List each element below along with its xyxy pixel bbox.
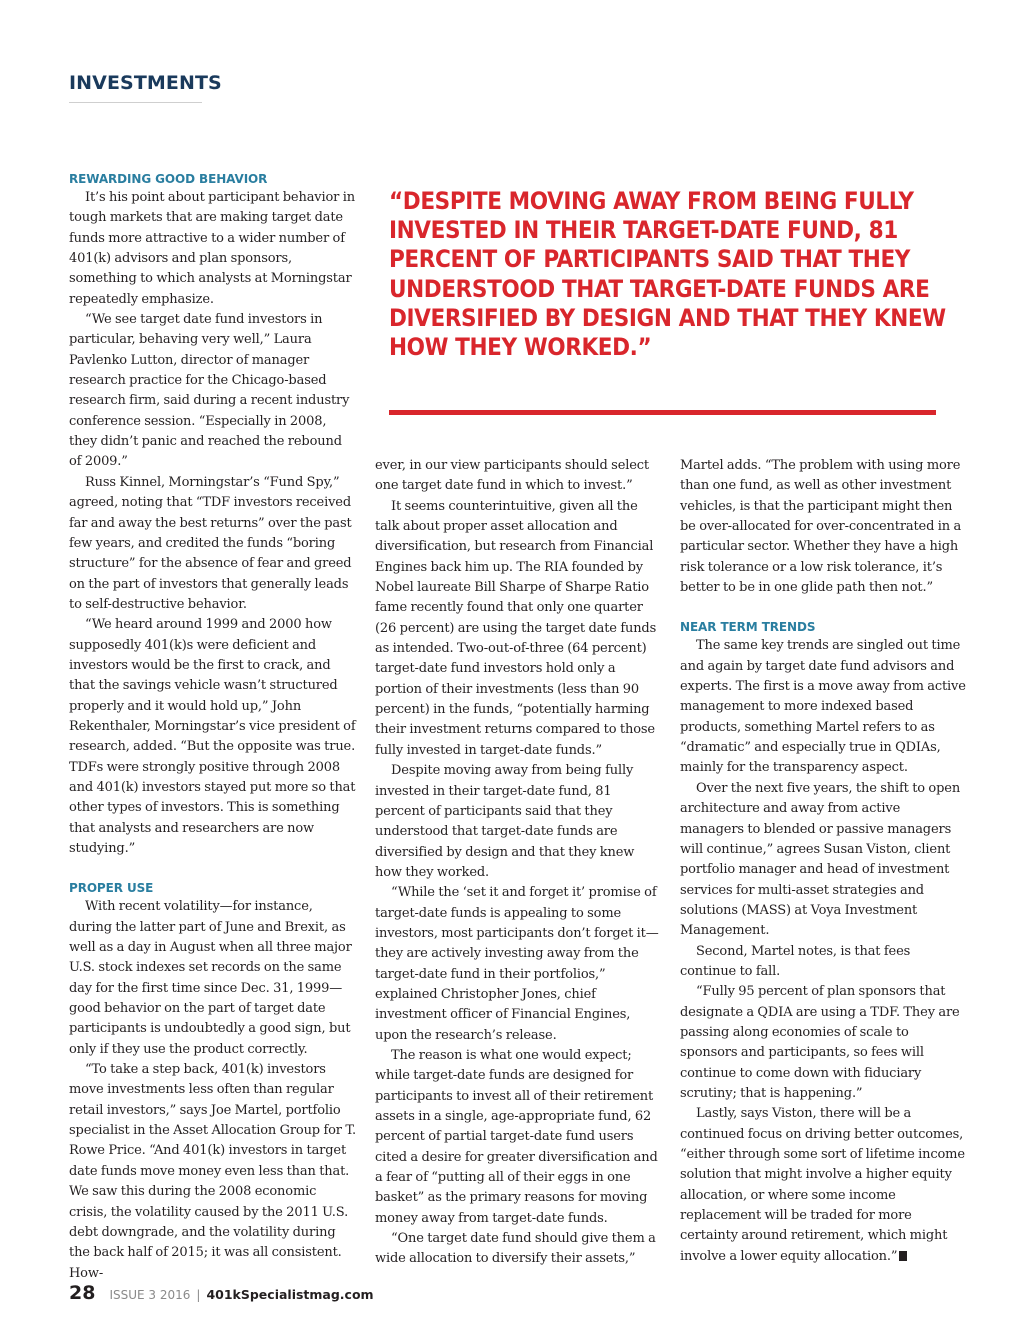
paragraph: Over the next five years, the shift to open architecture and away from active managers to blended or passive managers will continue,” agrees Susan Viston, client portfolio manager and head of investment services for multi-asset strategies and solutions (MASS) at Voya Investment Management. xyxy=(680,780,961,939)
paragraph-text: Lastly, says Viston, there will be a continued focus on driving better outcomes, “either through some sort of lifetime income solution that might involve a higher equity allocation, or where some income replacement will be traded for more certainty around retirement, which might involve a lower equity allocation.” xyxy=(680,1106,965,1264)
page-number: 28 xyxy=(69,1282,96,1304)
issue-label: ISSUE 3 2016 xyxy=(109,1288,191,1302)
footer-separator: | xyxy=(196,1288,201,1302)
paragraph: “While the ‘set it and forget it’ promise of target-date funds is appealing to some investors, most participants don’t forget it—they are actively investing away from the target-date fund in their portfolios,” explained Christopher Jones, chief investment officer of Financial Engines, upon the research’s release. xyxy=(375,885,659,1043)
pull-quote-rule xyxy=(389,410,936,415)
end-of-article-mark: K xyxy=(899,1251,907,1261)
subhead-rewarding-good-behavior: REWARDING GOOD BEHAVIOR xyxy=(69,172,268,186)
subhead-near-term-trends: NEAR TERM TRENDS xyxy=(680,620,816,635)
paragraph: “We see target date fund investors in particular, behaving very well,” Laura Pavlenko Lutton, director of manager research practice for the Chicago-based research firm, said during a recent industry conference session. “Especially in 2008, they didn’t panic and reached the rebound of 2009.” xyxy=(69,312,350,470)
paragraph: It’s his point about participant behavior in tough markets that are making target date funds more attractive to a wider number of 401(k) advisors and plan sponsors, something to which analysts at Morningstar repeatedly emphasize. xyxy=(69,190,355,307)
section-heading-rule xyxy=(69,102,202,103)
section-heading: INVESTMENTS xyxy=(69,72,222,94)
website-link[interactable]: 401kSpecialistmag.com xyxy=(206,1287,374,1302)
article-column-1 xyxy=(69,170,356,1284)
paragraph: “One target date fund should give them a wide allocation to diversify their assets,” xyxy=(375,1231,656,1267)
paragraph: “To take a step back, 401(k) investors move investments less often than regular retail investors,” says Joe Martel, portfolio specialist in the Asset Allocation Group for T. Rowe Price. “And 401(k) investors in target date funds move money even less than that. We saw this during the 2008 economic crisis, the volatility caused by the 2011 U.S. debt downgrade, and the volatility during the back half of 2015; it was all consistent. How- xyxy=(69,1062,356,1281)
article-column-3 xyxy=(680,456,967,1267)
paragraph: ever, in our view participants should select one target date fund in which to invest.” xyxy=(375,458,650,494)
subhead-proper-use: PROPER USE xyxy=(69,881,154,896)
paragraph: “Fully 95 percent of plan sponsors that designate a QDIA are using a TDF. They are passing along economies of scale to sponsors and participants, so fees will continue to come down with fiduciary scrutiny; that is happening.” xyxy=(680,984,960,1101)
page-footer xyxy=(69,1282,374,1308)
paragraph: “We heard around 1999 and 2000 how supposedly 401(k)s were deficient and investors would be the first to crack, and that the savings vehicle wasn’t structured properly and it would hold up,” John Rekenthaler, Morningstar’s vice president of research, added. “But the opposite was true. TDFs were strongly positive through 2008 and 401(k) investors stayed put more so that other types of investors. This is something that analysts and researchers are now studying.” xyxy=(69,617,356,856)
paragraph: With recent volatility—for instance, during the latter part of June and Brexit, as well as a day in August when all three major U.S. stock indexes set records on the same day for the first time since Dec. 31, 1999—good behavior on the part of target date participants is undoubtedly a good sign, but only if they use the product correctly. xyxy=(69,899,352,1057)
paragraph xyxy=(680,1104,967,1267)
paragraph: It seems counterintuitive, given all the talk about proper asset allocation and diversification, but research from Financial Engines back him up. The RIA founded by Nobel laureate Bill Sharpe of Sharpe Ratio fame recently found that only one quarter (26 percent) are using the target date funds as intended. Two-out-of-three (64 percent) target-date fund investors hold only a portion of their investments (less than 90 percent) in the funds, “potentially harming their investment returns compared to those fully invested in target-date funds.” xyxy=(375,498,657,758)
article-column-2 xyxy=(375,456,662,1270)
paragraph: The same key trends are singled out time and again by target date fund advisors and experts. The first is a move away from active management to more indexed based products, something Martel refers to as “dramatic” and especially true in QDIAs, mainly for the transparency aspect. xyxy=(680,638,966,776)
paragraph: Russ Kinnel, Morningstar’s “Fund Spy,” agreed, noting that “TDF investors received far and away the best returns” over the past few years, and credited the funds “boring structure” for the absence of fear and greed on the part of investors that generally leads to self-destructive behavior. xyxy=(69,474,352,612)
paragraph: Despite moving away from being fully invested in their target-date fund, 81 percent of participants said that they understood that target-date funds are diversified by design and that they knew how they worked. xyxy=(375,763,635,880)
paragraph: The reason is what one would expect; while target-date funds are designed for participants to invest all of their retirement assets in a single, age-appropriate fund, 62 percent of partial target-date fund users cited a desire for greater diversification and a fear of “putting all of their eggs in one basket” as the primary reasons for moving money away from target-date funds. xyxy=(375,1047,658,1226)
paragraph: Second, Martel notes, is that fees continue to fall. xyxy=(680,943,911,979)
pull-quote: “DESPITE MOVING AWAY FROM BEING FULLY INVESTED IN THEIR TARGET-DATE FUND, 81 PERCENT OF PARTICIPANTS SAID THAT THEY UNDERSTOOD THAT TARGET-DATE FUNDS ARE DIVERSIFIED BY DESIGN AND THAT THEY KNEW HOW THEY WORKED.” xyxy=(389,187,946,362)
paragraph: Martel adds. “The problem with using more than one fund, as well as other investment vehicles, is that the participant might then be over-allocated for over-concentrated in a particular sector. Whether they have a high risk tolerance or a low risk tolerance, it’s better to be in one glide path then not.” xyxy=(680,458,962,596)
